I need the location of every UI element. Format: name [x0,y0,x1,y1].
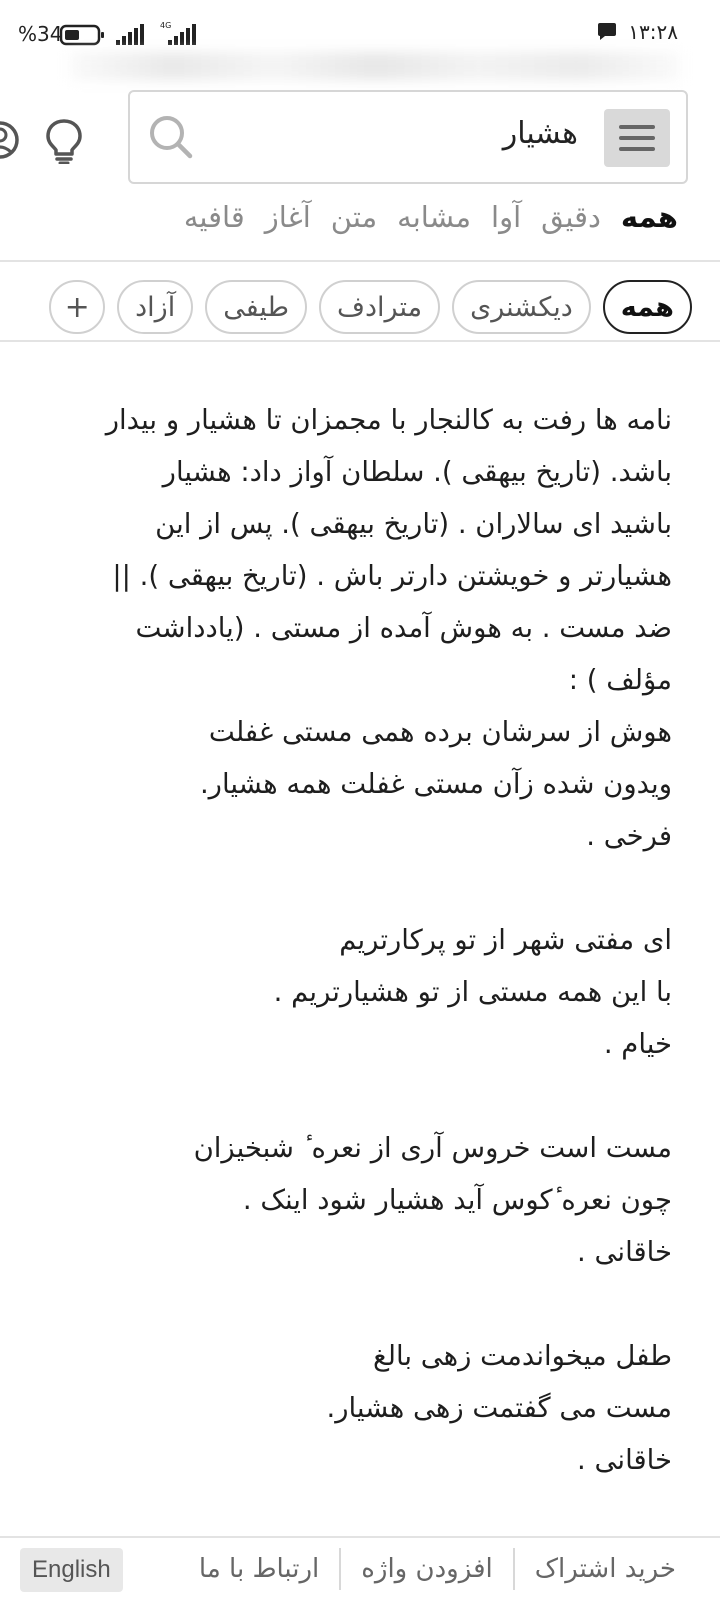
chip-spectrum[interactable]: طیفی [205,280,307,334]
tab-similar[interactable]: مشابه [397,200,472,234]
chip-free[interactable]: آزاد [117,280,193,334]
blank-line [52,862,672,914]
clock-time: ۱۳:۲۸ [628,20,678,44]
search-icon[interactable] [148,114,194,164]
text-line: نامه ها رفت به کالنجار با مجمزان تا هشیار و بیدار [105,404,672,436]
blank-line [52,1070,672,1122]
divider [0,260,720,262]
battery-icon [60,24,106,50]
chip-dictionary[interactable]: دیکشنری [452,280,591,334]
poet-name: خاقانی . [577,1444,672,1476]
verse-line: چون نعره ٔکوس آید هشیار شود اینک . [242,1184,672,1216]
tab-exact[interactable]: دقیق [541,200,601,234]
text-line: باشید ای سالاران . (تاریخ بیهقی ). پس از این [155,508,672,540]
verse-line: هوش از سرشان برده همی مستی غفلت [208,716,672,748]
user-icon[interactable] [0,118,22,166]
tab-rhyme[interactable]: قافیه [183,200,245,234]
footer-separator [339,1548,341,1590]
language-english-button[interactable]: English [20,1548,123,1592]
chat-bubble-icon [596,22,616,40]
tab-all[interactable]: همه [620,200,678,234]
footer-divider [0,1536,720,1538]
verse-line: ویدون شده زآن مستی غفلت همه هشیار. [199,768,672,800]
tab-phonetic[interactable]: آوا [491,200,522,234]
signal-icon [116,24,144,50]
verse-line: طفل میخواندمت زهی بالغ [372,1340,672,1372]
search-input[interactable]: هشیار [502,116,578,151]
battery-percent: %34 [18,22,63,46]
contact-us-link[interactable]: ارتباط با ما [198,1554,320,1584]
text-line: ضد مست . به هوش آمده از مستی . (یادداشت [135,612,672,644]
blurred-header-strip [70,52,680,80]
svg-text:4G: 4G [160,21,172,30]
verse-line: مست است خروس آری از نعره ٔ شبخیزان [193,1132,672,1164]
add-word-link[interactable]: افزودن واژه [361,1554,493,1584]
add-filter-button[interactable]: + [49,280,105,334]
search-mode-tabs [184,200,678,234]
tab-text[interactable]: متن [330,200,378,234]
text-line: مؤلف ) : [568,664,672,696]
verse-line: ای مفتی شهر از تو پرکارتریم [339,924,672,956]
verse-line: مست می گفتمت زهی هشیار. [326,1392,672,1424]
search-box[interactable] [128,90,688,184]
menu-button[interactable] [604,109,670,167]
filter-chips [49,280,692,334]
signal-4g-icon [160,20,196,50]
verse-line: با این همه مستی از تو هشیارتریم . [273,976,672,1008]
text-line: هشیارتر و خویشتن دارتر باش . (تاریخ بیهقی ). || [112,560,672,592]
menu-icon [619,125,655,129]
blank-line [52,1278,672,1330]
footer-links [179,1548,676,1590]
footer-separator [513,1548,515,1590]
status-bar [0,0,720,56]
poet-name: خیام . [603,1028,672,1060]
poet-name: فرخی . [586,820,672,852]
poet-name: خاقانی . [577,1236,672,1268]
definition-text [52,394,672,1486]
text-line: باشد. (تاریخ بیهقی ). سلطان آواز داد: هشیار [162,456,672,488]
tab-starts-with[interactable]: آغاز [264,200,311,234]
lightbulb-icon[interactable] [44,118,84,168]
buy-subscription-link[interactable]: خرید اشتراک [534,1554,676,1584]
divider [0,340,720,342]
chip-all[interactable]: همه [603,280,692,334]
chip-synonym[interactable]: مترادف [319,280,440,334]
